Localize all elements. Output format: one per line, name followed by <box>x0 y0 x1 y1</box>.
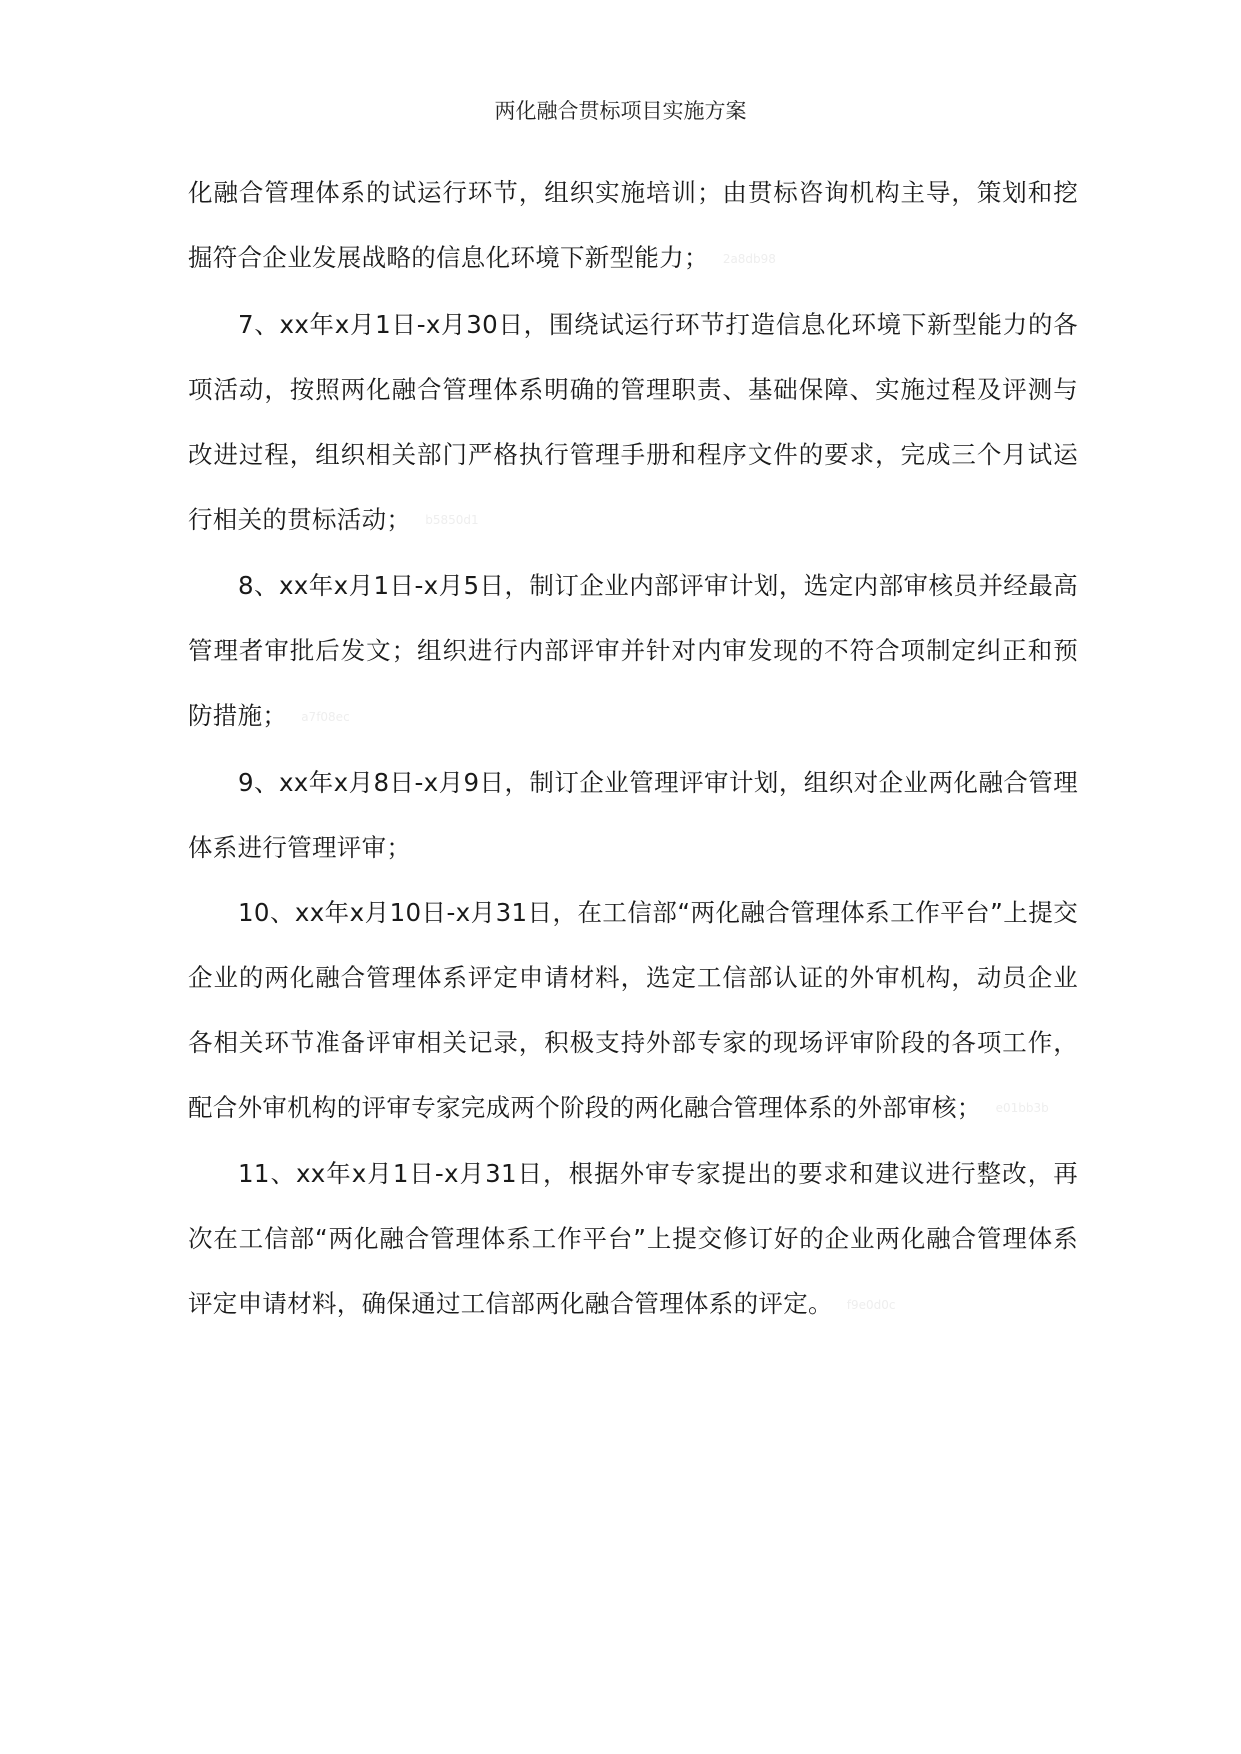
page-header-title: 两化融合贯标项目实施方案 <box>494 99 747 123</box>
watermark-code: a7f08ec <box>301 709 350 724</box>
paragraph-item-8 <box>188 553 1078 750</box>
paragraph-text: 化融合管理体系的试运行环节，组织实施培训；由贯标咨询机构主导，策划和挖掘符合企业发展战略的信息化环境下新型能力； <box>188 178 1078 272</box>
paragraph-text: 8、xx年x月1日-x月5日，制订企业内部评审计划，选定内部审核员并经最高管理者审批后发文；组织进行内部评审并针对内审发现的不符合项制定纠正和预防措施； <box>188 571 1078 730</box>
paragraph-continuation <box>188 160 1078 292</box>
document-body <box>188 160 1078 1338</box>
paragraph-text: 7、xx年x月1日-x月30日，围绕试运行环节打造信息化环境下新型能力的各项活动，按照两化融合管理体系明确的管理职责、基础保障、实施过程及评测与改进过程，组织相关部门严格执行管理手册和程序文件的要求，完成三个月试运行相关的贯标活动； <box>188 309 1078 534</box>
watermark-code: f9e0d0c <box>846 1297 896 1312</box>
watermark-code: b5850d1 <box>425 513 479 527</box>
watermark-code: e01bb3b <box>995 1101 1049 1115</box>
paragraph-item-9 <box>188 750 1078 880</box>
paragraph-text: 9、xx年x月8日-x月9日，制订企业管理评审计划，组织对企业两化融合管理体系进行管理评审； <box>188 767 1078 862</box>
paragraph-text: 10、xx年x月10日-x月31日，在工信部“两化融合管理体系工作平台”上提交企业的两化融合管理体系评定申请材料，选定工信部认证的外审机构，动员企业各相关环节准备评审相关记录，积极支持外部专家的现场评审阶段的各项工作，配合外审机构的评审专家完成两个阶段的两化融合管理体系的外部审核； <box>188 897 1078 1122</box>
paragraph-item-11 <box>188 1141 1078 1338</box>
watermark-code: 2a8db98 <box>722 251 776 266</box>
paragraph-text: 11、xx年x月1日-x月31日，根据外审专家提出的要求和建议进行整改，再次在工信部“两化融合管理体系工作平台”上提交修订好的企业两化融合管理体系评定申请材料，确保通过工信部两化融合管理体系的评定。 <box>188 1159 1078 1318</box>
paragraph-item-7 <box>188 292 1078 554</box>
paragraph-item-10 <box>188 880 1078 1142</box>
